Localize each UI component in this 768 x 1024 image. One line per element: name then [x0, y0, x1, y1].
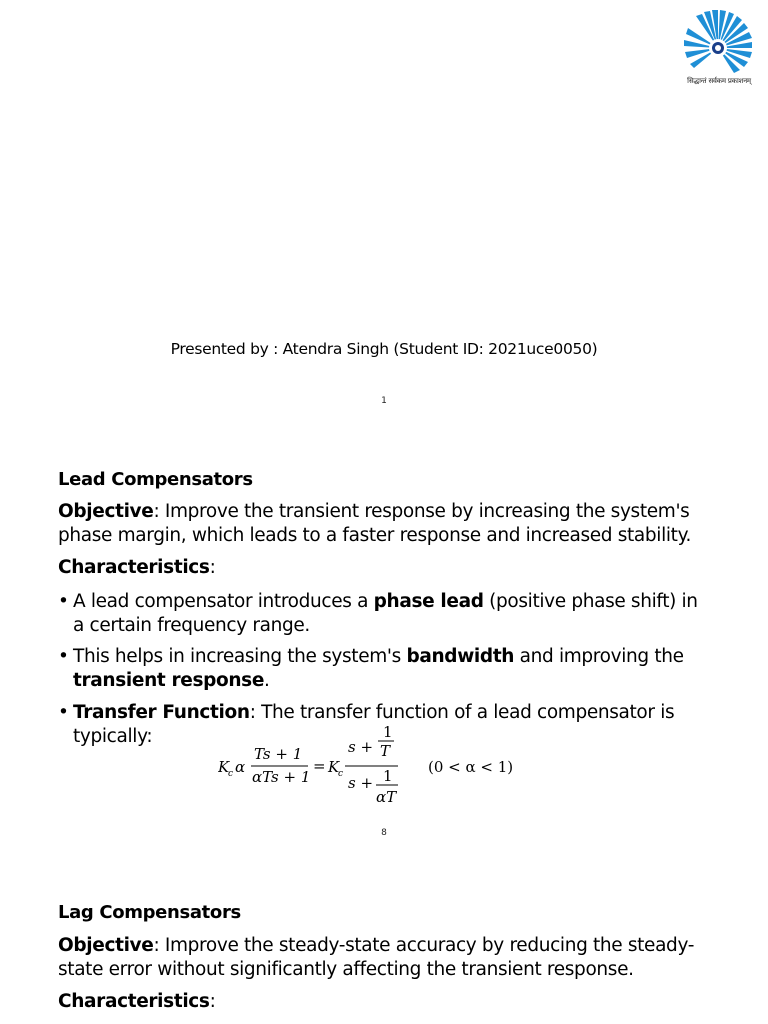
objective-text: : Improve the steady-state accuracy by reducing the steady-	[153, 935, 695, 956]
formula-alpha: α	[235, 758, 246, 776]
bullet-text: typically:	[73, 726, 153, 747]
formula-alphaT: αT	[376, 788, 397, 806]
lead-characteristics	[58, 556, 728, 580]
page-number: 8	[381, 828, 387, 838]
formula-s-plus-top: s +	[348, 738, 374, 756]
title-slide	[0, 0, 768, 430]
formula-num: Ts + 1	[254, 745, 303, 763]
formula-s-plus-bottom: s +	[348, 774, 374, 792]
bullet-bold: phase lead	[373, 591, 484, 612]
lag-objective-line2: state error without significantly affecting the transient response.	[58, 959, 634, 980]
bullet-bold: Transfer Function	[73, 702, 250, 723]
bullet-text: : The transfer function of a lead compensator is	[249, 702, 675, 723]
lead-transfer-function	[218, 726, 518, 808]
formula-sub-c: c	[228, 769, 234, 779]
formula-one-top: 1	[383, 726, 393, 741]
formula-K2: K	[328, 758, 340, 776]
colon: :	[209, 557, 216, 578]
bullet-text: .	[264, 670, 270, 691]
formula-T: T	[380, 742, 391, 760]
formula-range: (0 < α < 1)	[428, 758, 514, 776]
bullet-text: (positive phase shift) in	[483, 591, 698, 612]
lag-objective	[58, 934, 728, 958]
formula-den: αTs + 1	[252, 768, 311, 786]
page-number: 1	[381, 396, 387, 406]
lead-heading: Lead Compensators	[58, 469, 253, 490]
bullet-dot: •	[58, 591, 69, 612]
bullet-dot: •	[58, 646, 69, 667]
bullet-text: A lead compensator introduces a	[73, 591, 374, 612]
bullet-text: a certain frequency range.	[73, 615, 310, 636]
lag-characteristics	[58, 990, 728, 1014]
lead-objective	[58, 500, 728, 524]
bullet-bold: bandwidth	[406, 646, 515, 667]
logo-motto: सिद्धान्तं सर्वकम प्रकाशनम्	[687, 77, 751, 85]
lag-heading: Lag Compensators	[58, 902, 241, 923]
formula-equals: =	[313, 757, 326, 775]
formula-one-bottom: 1	[383, 767, 393, 785]
presenter-line: Presented by : Atendra Singh (Student ID: 2021uce0050)	[170, 340, 598, 358]
bullet-dot: •	[58, 702, 69, 723]
lead-objective-line2: phase margin, which leads to a faster response and increased stability.	[58, 525, 692, 546]
bullet-bold: transient response	[73, 670, 265, 691]
bullet-text: and improving the	[514, 646, 684, 667]
colon: :	[209, 991, 216, 1012]
bullet-text: This helps in increasing the system's	[73, 646, 407, 667]
objective-label: Objective	[58, 935, 154, 956]
formula-sub-c2: c	[338, 769, 344, 779]
formula-K: K	[218, 758, 230, 776]
objective-text: : Improve the transient response by increasing the system's	[153, 501, 690, 522]
characteristics-label: Characteristics	[58, 991, 210, 1012]
objective-label: Objective	[58, 501, 154, 522]
characteristics-label: Characteristics	[58, 557, 210, 578]
